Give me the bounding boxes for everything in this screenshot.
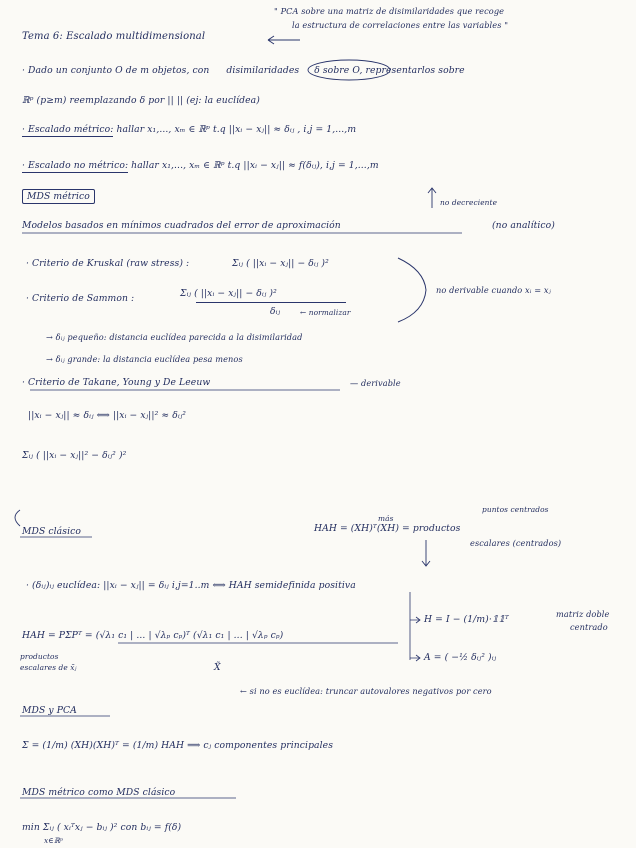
intro-text-c: δ sobre O, representarlos sobre — [314, 65, 465, 76]
intro-disimilaridades: disimilaridades — [226, 65, 300, 76]
normalizar-note: ← normalizar — [300, 308, 351, 317]
mds-metrico-box — [22, 191, 95, 202]
mds-metrico-title: MDS métrico — [22, 189, 95, 204]
hah-definition: HAH = (XH)ᵀ(XH) = productos — [314, 523, 461, 534]
kruskal-label: · Criterio de Kruskal (raw stress) : — [26, 258, 190, 269]
takane-equivalence: ||xᵢ − xⱼ|| ≈ δᵢⱼ ⟺ ||xᵢ − xⱼ||² ≈ δᵢⱼ² — [28, 410, 187, 421]
large-delta-note: → δᵢⱼ grande: la distancia euclídea pesa menos — [46, 354, 243, 364]
hah-definition-tail: escalares (centrados) — [470, 538, 562, 548]
small-delta-note: → δᵢⱼ pequeño: distancia euclídea parecida a la disimilaridad — [46, 332, 303, 342]
euclidean-condition: · (δᵢⱼ)ᵢⱼ euclídea: ||xᵢ − xⱼ|| = δᵢⱼ i,j=1..m ⟺ HAH semidefinida positiva — [26, 580, 356, 591]
a-definition: A = ( −½ δᵢⱼ² )ᵢⱼ — [424, 652, 497, 663]
min-subscript: x∈ℝᵖ — [44, 836, 64, 845]
brace-note: no derivable cuando xᵢ = xⱼ — [436, 285, 551, 295]
title-arrow-icon — [268, 36, 300, 44]
top-note-line-1: " PCA sobre una matriz de disimilaridades que recoge — [274, 6, 505, 16]
down-arrow-icon — [422, 540, 430, 566]
mds-clasico-title: MDS clásico — [22, 526, 81, 537]
hah-decomposition: HAH = PΣPᵀ = (√λ₁ c₁ | ... | √λₚ cₚ)ᵀ (√λ₁ c₁ | ... | √λₚ cₚ) — [22, 630, 284, 641]
takane-label: · Criterio de Takane, Young y De Leeuw — [22, 377, 211, 388]
mds-metric-as-classic-title: MDS métrico como MDS clásico — [22, 787, 176, 798]
mds-pca-equation: Σ = (1/m) (XH)(XH)ᵀ = (1/m) HAH ⟹ cⱼ componentes principales — [22, 740, 334, 751]
takane-tag: — derivable — [350, 378, 401, 388]
mds-pca-title: MDS y PCA — [22, 705, 77, 716]
intro-line-2: ℝᵖ (p≥m) reemplazando δ por || || (ej: la euclídea) — [22, 95, 260, 106]
intro-text-a: · Dado un conjunto O de m objetos, con — [22, 65, 210, 76]
sammon-numerator: Σᵢⱼ ( ||xᵢ − xⱼ|| − δᵢⱼ )² — [180, 288, 277, 299]
no-decreciente-note: no decreciente — [440, 198, 498, 207]
h-note-2: centrado — [570, 622, 608, 632]
h-note-1: matriz doble — [556, 609, 610, 619]
metric-scaling-text: hallar x₁,..., xₘ ∈ ℝᵖ t.q ||xᵢ − xⱼ|| ≈ δᵢⱼ , i,j = 1,...,m — [113, 124, 357, 135]
models-line: Modelos basados en mínimos cuadrados del error de aproximación — [22, 220, 341, 231]
kruskal-formula: Σᵢⱼ ( ||xᵢ − xⱼ|| − δᵢⱼ )² — [232, 258, 329, 269]
productos-note-1: productos — [20, 652, 59, 661]
intro-line-1 — [22, 65, 465, 76]
nonmetric-scaling-label: · Escalado no métrico: — [22, 160, 129, 171]
centrados-note: puntos centrados — [482, 505, 549, 514]
right-brace — [398, 258, 426, 322]
sammon-label: · Criterio de Sammon : — [26, 293, 135, 304]
productos-note-2: escalares de x̃ⱼ — [20, 663, 77, 672]
nonmetric-scaling-line — [22, 160, 379, 171]
top-note-line-2: la estructura de correlaciones entre las variables " — [292, 20, 509, 30]
sammon-fraction-bar — [196, 302, 346, 303]
negative-eigen-note: ← si no es euclídea: truncar autovalores negativos por cero — [240, 686, 492, 696]
up-arrow-icon — [428, 188, 436, 208]
mds-metric-as-classic-equation: min Σᵢⱼ ( xᵢᵀxⱼ − bᵢⱼ )² con bᵢⱼ = f(δ) — [22, 822, 182, 833]
nonmetric-scaling-text: hallar x₁,..., xₘ ∈ ℝᵖ t.q ||xᵢ − xⱼ|| ≈ f(δᵢⱼ), i,j = 1,...,m — [128, 160, 379, 171]
takane-criterion: Σᵢⱼ ( ||xᵢ − xⱼ||² − δᵢⱼ² )² — [22, 450, 127, 461]
metric-scaling-label: · Escalado métrico: — [22, 124, 114, 135]
x-tilde: X̃ — [214, 662, 221, 673]
page-title: Tema 6: Escalado multidimensional — [22, 31, 206, 42]
sammon-denominator: δᵢⱼ — [270, 306, 281, 317]
hah-sup-note: más — [378, 514, 394, 523]
metric-scaling-line — [22, 124, 356, 135]
models-note: (no analítico) — [492, 220, 555, 231]
h-definition: H = I − (1/m)·𝟙𝟙ᵀ — [424, 614, 509, 625]
